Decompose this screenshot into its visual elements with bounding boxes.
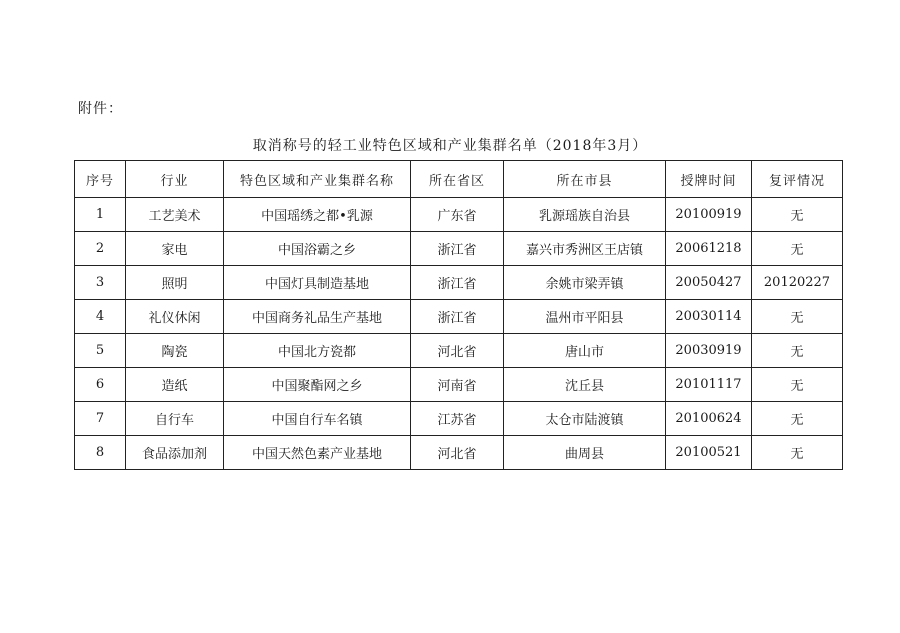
table-body xyxy=(75,198,843,470)
cell-index: 2 xyxy=(75,232,126,266)
table-row xyxy=(75,198,843,232)
cell-index: 6 xyxy=(75,368,126,402)
cell-cluster-name: 中国浴霸之乡 xyxy=(224,232,411,266)
cell-industry: 自行车 xyxy=(126,402,224,436)
cell-review-status: 无 xyxy=(752,300,843,334)
cell-award-date: 20100624 xyxy=(666,402,752,436)
table-row xyxy=(75,232,843,266)
table-row xyxy=(75,300,843,334)
table-row xyxy=(75,334,843,368)
cell-city-county: 余姚市梁弄镇 xyxy=(504,266,666,300)
column-header-industry: 行业 xyxy=(126,161,224,198)
column-header-cluster-name: 特色区域和产业集群名称 xyxy=(224,161,411,198)
cell-award-date: 20100919 xyxy=(666,198,752,232)
cell-cluster-name: 中国自行车名镇 xyxy=(224,402,411,436)
cell-industry: 礼仪休闲 xyxy=(126,300,224,334)
cell-cluster-name: 中国瑶绣之都•乳源 xyxy=(224,198,411,232)
column-header-award-date: 授牌时间 xyxy=(666,161,752,198)
column-header-province: 所在省区 xyxy=(411,161,504,198)
attachment-label: 附件： xyxy=(78,101,123,117)
cell-province: 河南省 xyxy=(411,368,504,402)
cell-review-status: 无 xyxy=(752,368,843,402)
cell-award-date: 20100521 xyxy=(666,436,752,470)
cell-industry: 家电 xyxy=(126,232,224,266)
cell-review-status: 无 xyxy=(752,334,843,368)
table-header xyxy=(75,161,843,198)
cell-province: 浙江省 xyxy=(411,300,504,334)
cell-city-county: 温州市平阳县 xyxy=(504,300,666,334)
cell-index: 4 xyxy=(75,300,126,334)
cell-city-county: 嘉兴市秀洲区王店镇 xyxy=(504,232,666,266)
cell-index: 3 xyxy=(75,266,126,300)
cell-city-county: 乳源瑶族自治县 xyxy=(504,198,666,232)
cell-index: 7 xyxy=(75,402,126,436)
cell-review-status: 20120227 xyxy=(752,266,843,300)
cell-industry: 造纸 xyxy=(126,368,224,402)
column-header-city-county: 所在市县 xyxy=(504,161,666,198)
cell-review-status: 无 xyxy=(752,436,843,470)
cell-index: 8 xyxy=(75,436,126,470)
cell-industry: 照明 xyxy=(126,266,224,300)
cell-industry: 陶瓷 xyxy=(126,334,224,368)
cell-award-date: 20061218 xyxy=(666,232,752,266)
cell-review-status: 无 xyxy=(752,402,843,436)
cell-province: 广东省 xyxy=(411,198,504,232)
cell-review-status: 无 xyxy=(752,198,843,232)
cell-cluster-name: 中国北方瓷都 xyxy=(224,334,411,368)
cell-award-date: 20101117 xyxy=(666,368,752,402)
cell-review-status: 无 xyxy=(752,232,843,266)
cell-city-county: 曲周县 xyxy=(504,436,666,470)
cell-index: 1 xyxy=(75,198,126,232)
cell-industry: 食品添加剂 xyxy=(126,436,224,470)
cell-cluster-name: 中国灯具制造基地 xyxy=(224,266,411,300)
cell-city-county: 唐山市 xyxy=(504,334,666,368)
table-row xyxy=(75,436,843,470)
cell-cluster-name: 中国天然色素产业基地 xyxy=(224,436,411,470)
table-row xyxy=(75,402,843,436)
table-row xyxy=(75,266,843,300)
cell-province: 浙江省 xyxy=(411,232,504,266)
header-row xyxy=(75,161,843,198)
cell-industry: 工艺美术 xyxy=(126,198,224,232)
cell-award-date: 20050427 xyxy=(666,266,752,300)
cell-cluster-name: 中国聚酯网之乡 xyxy=(224,368,411,402)
cell-city-county: 沈丘县 xyxy=(504,368,666,402)
revoked-clusters-table xyxy=(74,160,843,470)
cell-cluster-name: 中国商务礼品生产基地 xyxy=(224,300,411,334)
column-header-review-status: 复评情况 xyxy=(752,161,843,198)
cell-province: 河北省 xyxy=(411,436,504,470)
column-header-index: 序号 xyxy=(75,161,126,198)
cell-award-date: 20030114 xyxy=(666,300,752,334)
cell-province: 河北省 xyxy=(411,334,504,368)
cell-city-county: 太仓市陆渡镇 xyxy=(504,402,666,436)
cell-province: 江苏省 xyxy=(411,402,504,436)
cell-award-date: 20030919 xyxy=(666,334,752,368)
table-row xyxy=(75,368,843,402)
cell-province: 浙江省 xyxy=(411,266,504,300)
cell-index: 5 xyxy=(75,334,126,368)
document-title: 取消称号的轻工业特色区域和产业集群名单（2018年3月） xyxy=(252,138,648,154)
